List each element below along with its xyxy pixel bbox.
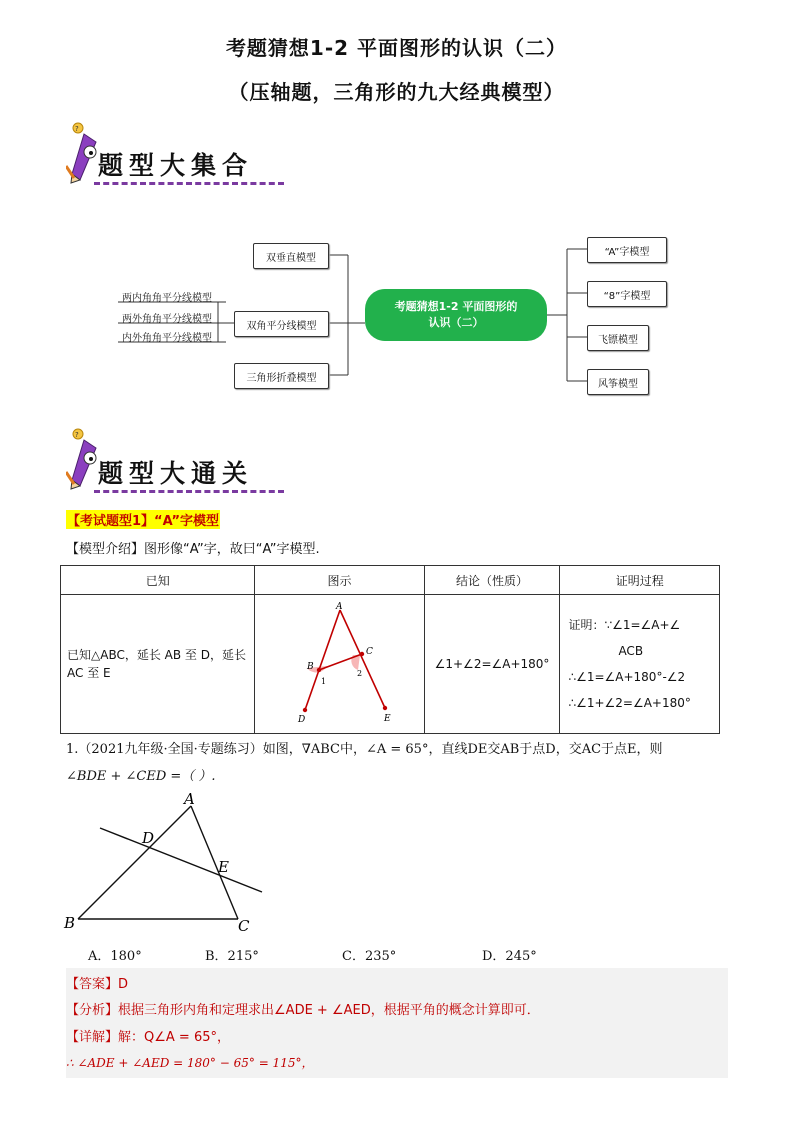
mindmap-node-a-model: “A”字模型 [587,237,667,263]
mindmap-sub-node: 内外角角平分线模型 [122,333,212,344]
figure-label-d: D [297,715,305,725]
mindmap-center-line2: 认识（二） [428,316,484,329]
question-text-line1: 1.（2021九年级·全国·专题练习）如图，∇ABC中，∠A = 65°，直线DE交AB于点D，交AC于点E，则 [66,742,663,757]
figure-label-a: A [335,602,343,612]
figure-label-e: E [383,714,391,724]
answer-line [66,973,128,992]
figure-label-e: E [218,858,229,876]
banner-underline [94,490,284,493]
detail-label: 【详解】 [66,1030,119,1045]
mindmap-node-double-bisector: 双角平分线模型 [234,311,329,337]
table-header-figure: 图示 [255,566,424,595]
option-b: B．215° [205,949,259,964]
banner-title-pass: 题型大通关 [98,459,254,488]
option-d: D．245° [482,949,537,964]
proof-line: 证明：∵∠1=∠A+∠ [568,618,681,632]
model-intro [66,538,320,557]
banner-underline [94,182,284,185]
question-type-label: 【考试题型1】“A”字模型 [66,510,220,529]
answer-label: 【答案】 [66,977,119,992]
analysis-label: 【分析】 [66,1003,119,1018]
banner-title-collection: 题型大集合 [98,151,254,180]
question-figure [60,788,280,938]
table-cell-conclusion: ∠1+∠2=∠A+180° [424,595,560,734]
page-title: 考题猜想1-2 平面图形的认识（二） [225,36,568,60]
svg-text:?: ? [75,431,79,439]
mindmap-sub-node: 两内角角平分线模型 [122,293,212,304]
answer-value: D [118,977,129,992]
detail-text: 解：Q∠A = 65°， [118,1030,230,1045]
figure-label-b: B [306,662,314,672]
detail-step-text: ∴ ∠ADE + ∠AED = 180° − 65° = 115°， [66,1056,314,1070]
mindmap-node-8-model: “8”字模型 [587,281,667,307]
figure-label-b: B [64,914,76,932]
svg-text:?: ? [75,125,79,133]
mindmap-sub-node: 两外角角平分线模型 [122,314,212,325]
model-intro-label: 【模型介绍】 [66,542,145,557]
mindmap-center-node [365,289,547,341]
page-subtitle: （压轴题，三角形的九大经典模型） [228,80,565,104]
analysis-line [66,999,540,1018]
figure-label-c: C [238,917,250,935]
mindmap-node-double-perpendicular: 双垂直模型 [253,243,329,269]
model-table [60,565,720,734]
proof-line: ∴∠1=∠A+180°-∠2 [568,670,686,684]
table-header-proof: 证明过程 [560,566,720,595]
figure-label-angle-1: 1 [320,677,326,686]
table-cell-known: 已知△ABC，延长 AB 至 D，延长 AC 至 E [61,595,255,734]
analysis-text: 根据三角形内角和定理求出∠ADE + ∠AED，根据平角的概念计算即可． [118,1003,540,1018]
question-text-line2: ∠BDE + ∠CED =（ ）. [66,769,216,784]
mindmap-node-triangle-fold: 三角形折叠模型 [234,363,329,389]
detail-line [66,1026,230,1045]
figure-label-d: D [142,829,155,847]
option-c: C．235° [342,949,397,964]
mindmap-center-line1: 考题猜想1-2 平面图形的 [394,300,518,313]
proof-line: ∴∠1+∠2=∠A+180° [568,696,691,710]
table-cell-figure [255,595,424,734]
figure-label-c: C [365,647,373,657]
figure-label-angle-2: 2 [356,669,362,678]
option-a: A．180° [88,949,142,964]
detail-step [66,1054,313,1071]
mindmap-node-dart-model: 飞镖模型 [587,325,649,351]
table-header-known: 已知 [61,566,255,595]
figure-label-a: A [184,790,195,808]
table-header-conclusion: 结论（性质） [424,566,560,595]
model-intro-text: 图形像“A”字，故曰“A”字模型. [144,542,320,557]
mindmap-node-kite-model: 风筝模型 [587,369,649,395]
proof-line: ACB [618,644,644,658]
a-model-figure [280,600,400,725]
table-cell-proof [560,595,720,734]
